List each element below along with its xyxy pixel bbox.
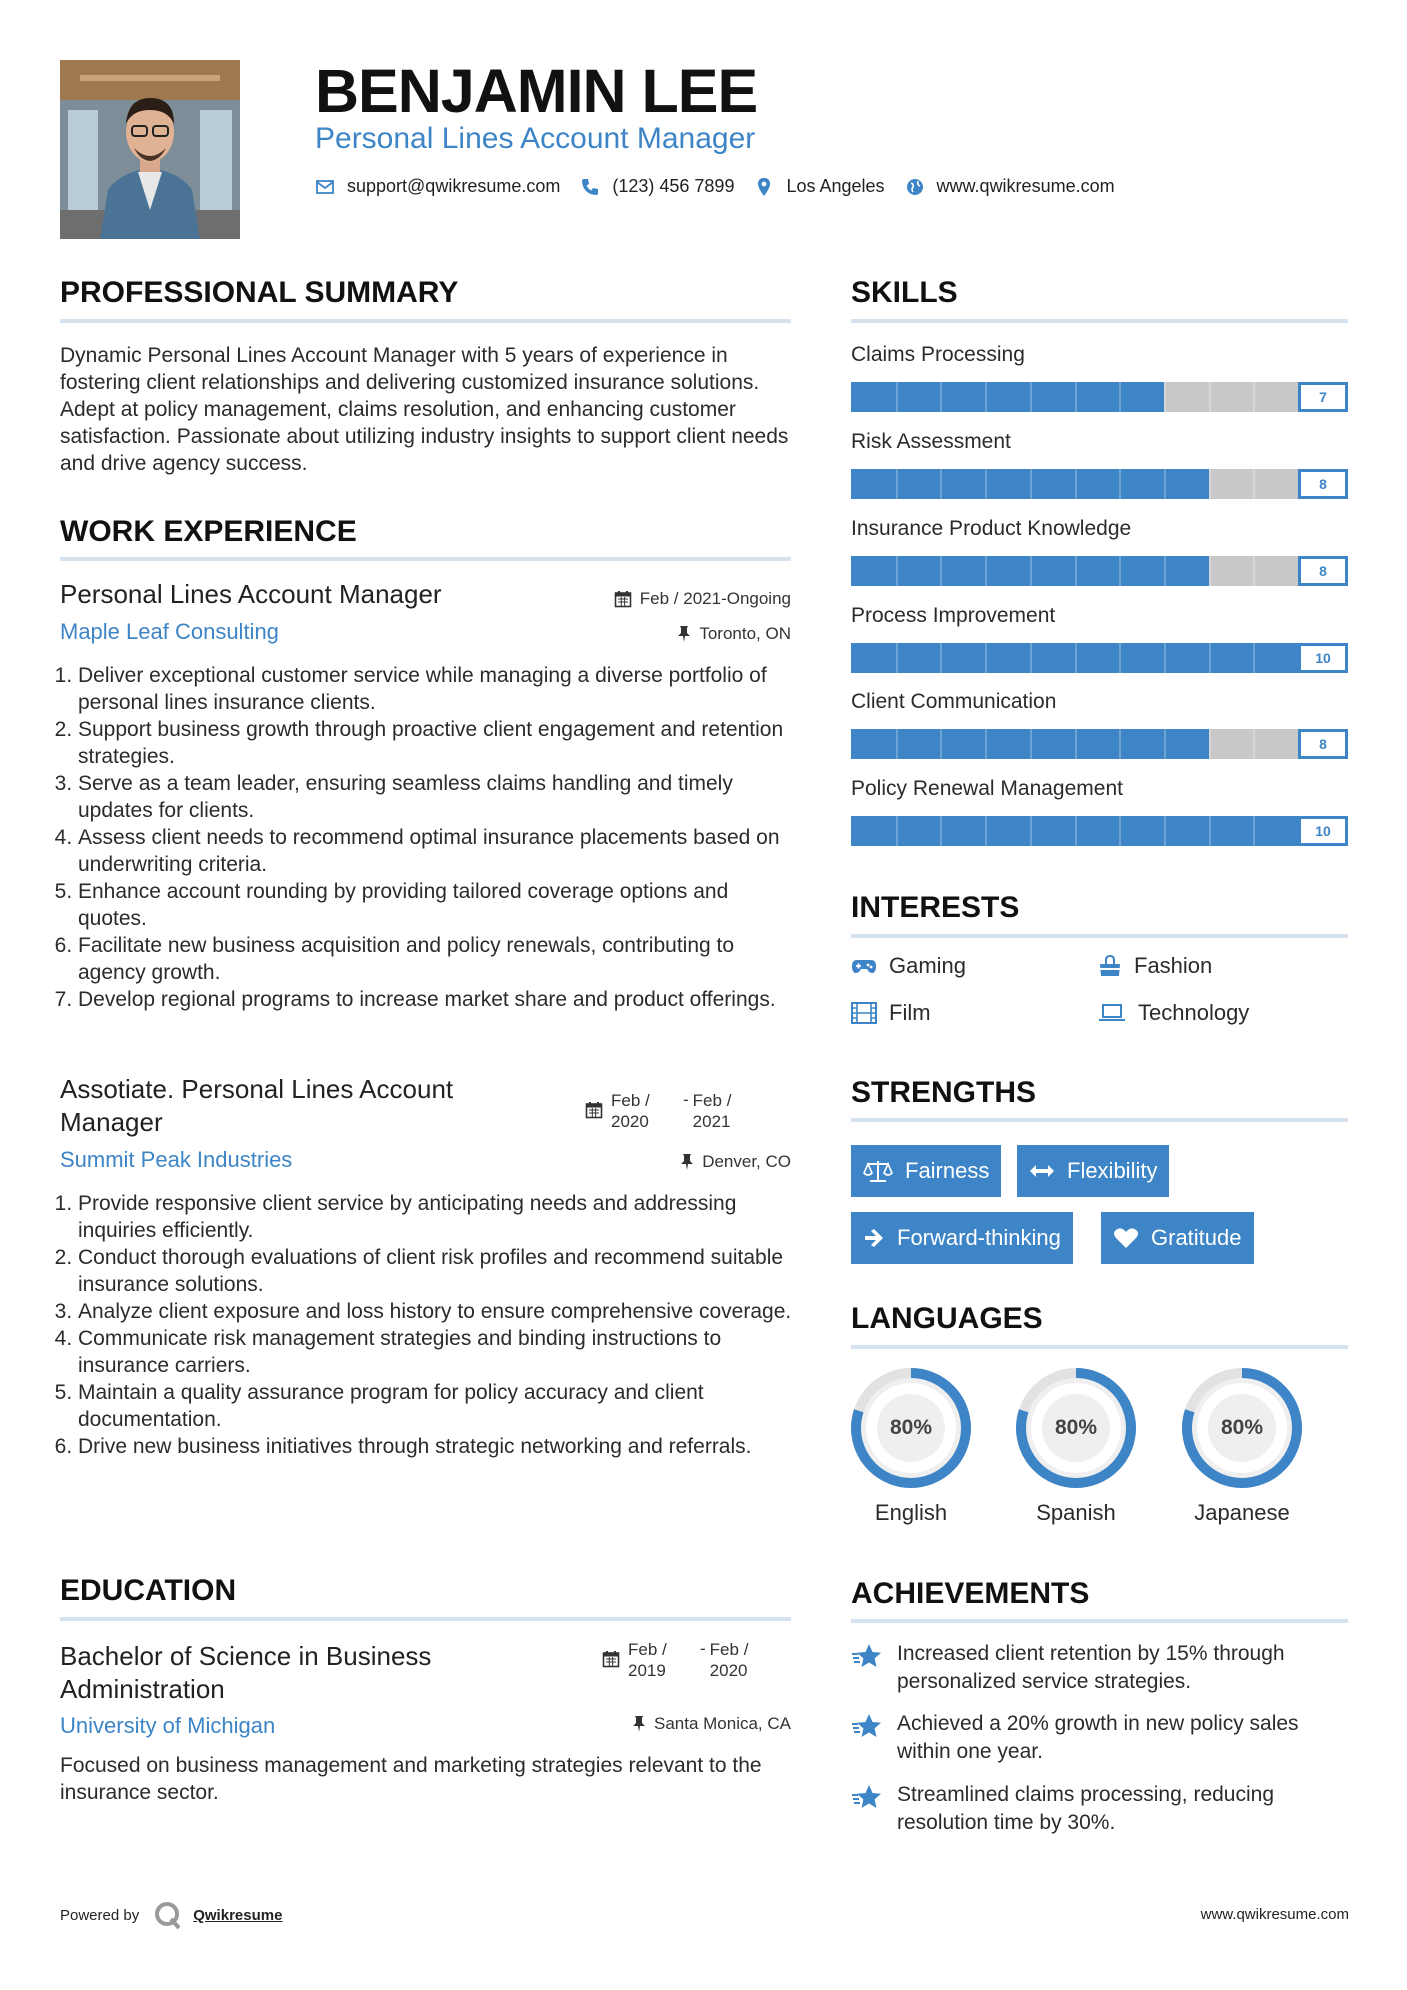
skill-bar-segment	[1075, 556, 1077, 586]
list-item: 2. Support business growth through proactive client engagement and retention strategies.	[78, 716, 800, 770]
language-japanese	[1180, 1366, 1304, 1526]
job-1-company: Maple Leaf Consulting	[60, 619, 279, 644]
language-name: English	[874, 1500, 948, 1525]
calendar-icon	[614, 590, 632, 608]
date-separator: -	[700, 1639, 706, 1658]
skill-bar-segment	[1164, 469, 1166, 499]
laptop-icon	[1098, 1003, 1126, 1023]
film-icon	[851, 1002, 877, 1024]
shopping-bag-icon	[1098, 954, 1122, 978]
skill-level: 7	[1298, 382, 1348, 412]
star-icon	[851, 1783, 883, 1811]
phone-icon	[580, 177, 600, 197]
list-item: 7. Develop regional programs to increase market share and product offerings.	[78, 986, 800, 1013]
skill-bar-segment	[1209, 382, 1211, 412]
skill-bar-segment	[896, 729, 898, 759]
skill-bar-segment	[1164, 643, 1166, 673]
skill-bar-segment	[940, 729, 942, 759]
calendar-icon	[585, 1101, 603, 1119]
languages-divider	[851, 1345, 1348, 1349]
skill-bar-segment	[985, 643, 987, 673]
skill-bar-segment	[1075, 729, 1077, 759]
job-1-date-text: Feb / 2021-Ongoing	[639, 589, 791, 608]
skill-bar-segment	[940, 469, 942, 499]
skill-bar-segment	[1253, 643, 1255, 673]
skill-bar-segment	[940, 556, 942, 586]
list-item: 4. Assess client needs to recommend optimal insurance placements based on underwriting criteria.	[78, 824, 800, 878]
job-2-role: Assotiate. Personal Lines Account Manager	[60, 1074, 454, 1137]
skill-bar-segment	[985, 469, 987, 499]
contact-website[interactable]: www.qwikresume.com	[936, 176, 1115, 196]
contact-phone[interactable]: (123) 456 7899	[612, 176, 735, 196]
job-1-responsibilities	[60, 662, 800, 1013]
skill-bar	[851, 469, 1348, 499]
pushpin-icon	[677, 625, 691, 643]
language-name: Spanish	[1036, 1500, 1116, 1525]
skill-bar	[851, 816, 1348, 846]
strength-flexibility	[1017, 1145, 1169, 1197]
achievement-text: Streamlined claims processing, reducing resolution time by 30%.	[897, 1783, 1275, 1834]
language-name: Japanese	[1194, 1500, 1290, 1525]
pushpin-icon	[680, 1153, 694, 1171]
job-1-date	[614, 589, 791, 609]
skill-level: 10	[1298, 643, 1348, 673]
skills-heading: SKILLS	[851, 276, 958, 309]
achievement-item	[851, 1640, 1351, 1696]
skill-name: Client Communication	[851, 690, 1057, 713]
skill-bar-segment	[1030, 643, 1032, 673]
education-description: Focused on business management and marketing strategies relevant to the insurance sector.	[60, 1754, 762, 1804]
interests-divider	[851, 934, 1348, 938]
education-date-end: Feb / 2020	[709, 1640, 749, 1680]
education-location	[632, 1714, 791, 1734]
skill-level: 8	[1298, 469, 1348, 499]
language-english	[849, 1366, 973, 1526]
education-location-text: Santa Monica, CA	[653, 1714, 791, 1733]
job-2-company: Summit Peak Industries	[60, 1147, 293, 1172]
strength-gratitude	[1101, 1212, 1254, 1264]
skill-level: 8	[1298, 556, 1348, 586]
skill-bar-segment	[1119, 556, 1121, 586]
skill-bar-segment	[1119, 382, 1121, 412]
skill-bar-segment	[1075, 382, 1077, 412]
skill-bar-segment	[1030, 729, 1032, 759]
skill-bar-segment	[985, 382, 987, 412]
job-2-date	[585, 1090, 753, 1132]
summary-heading: PROFESSIONAL SUMMARY	[60, 276, 459, 309]
skill-bar-segment	[940, 643, 942, 673]
achievements-divider	[851, 1619, 1348, 1623]
job-2-location-text: Denver, CO	[702, 1152, 791, 1171]
achievement-text: Achieved a 20% growth in new policy sales within one year.	[897, 1712, 1299, 1763]
interest-label: Fashion	[1134, 953, 1213, 978]
skill-bar-segment	[1075, 816, 1077, 846]
summary-divider	[60, 319, 791, 323]
language-percent: 80%	[1054, 1416, 1098, 1439]
job-2-location	[680, 1152, 791, 1172]
skill-bar-segment	[896, 382, 898, 412]
list-item: 5. Maintain a quality assurance program for policy accuracy and client documentation.	[78, 1379, 800, 1433]
skill-name: Process Improvement	[851, 604, 1056, 627]
skill-bar-segment	[1119, 729, 1121, 759]
balance-scale-icon	[863, 1159, 893, 1183]
interest-label: Film	[889, 1000, 931, 1025]
interest-label: Technology	[1138, 1000, 1250, 1025]
language-ring	[1014, 1366, 1138, 1490]
skill-bar-segment	[985, 729, 987, 759]
skill-bar-segment	[1030, 816, 1032, 846]
language-percent: 80%	[1220, 1416, 1264, 1439]
language-ring	[1180, 1366, 1304, 1490]
envelope-icon	[315, 177, 335, 197]
skill-bar-segment	[1119, 643, 1121, 673]
education-date	[602, 1639, 770, 1681]
star-icon	[851, 1712, 883, 1740]
skill-bar-segment	[1209, 816, 1211, 846]
summary-text: Dynamic Personal Lines Account Manager with 5 years of experience in fostering client relationships and delivering customized insurance solutions. Adept at policy management, claims resolution, and enhancing customer satisfaction. Passionate about utilizing industry insights to support client needs and drive agency success.	[60, 344, 789, 475]
list-item: 6. Drive new business initiatives through strategic networking and referrals.	[78, 1433, 800, 1460]
arrow-right-icon	[863, 1228, 885, 1248]
interest-fashion	[1098, 953, 1212, 979]
contact-row	[315, 176, 1135, 197]
skill-bar-segment	[940, 816, 942, 846]
skill-bar-fill	[851, 382, 1164, 412]
skill-level: 8	[1298, 729, 1348, 759]
skill-bar-segment	[1164, 556, 1166, 586]
candidate-title: Personal Lines Account Manager	[315, 122, 756, 155]
job-2-date-end: Feb / 2021	[692, 1091, 732, 1131]
skill-bar	[851, 729, 1348, 759]
education-heading: EDUCATION	[60, 1574, 237, 1607]
footer-url[interactable]: www.qwikresume.com	[1200, 1906, 1349, 1923]
achievement-text: Increased client retention by 15% through personalized service strategies.	[897, 1642, 1285, 1693]
strength-fairness	[851, 1145, 1001, 1197]
skill-bar-segment	[896, 643, 898, 673]
achievement-item	[851, 1781, 1351, 1837]
qwikresume-link[interactable]: Qwikresume	[193, 1906, 283, 1924]
skill-bar-segment	[1253, 382, 1255, 412]
strength-forward-thinking	[851, 1212, 1073, 1264]
contact-location: Los Angeles	[786, 176, 885, 196]
skill-bar-segment	[1030, 469, 1032, 499]
gamepad-icon	[851, 957, 877, 975]
skill-bar-segment	[1030, 556, 1032, 586]
strengths-heading: STRENGTHS	[851, 1076, 1037, 1109]
skill-bar-segment	[940, 382, 942, 412]
skill-bar-segment	[896, 816, 898, 846]
interest-gaming	[851, 953, 966, 979]
job-1-role: Personal Lines Account Manager	[60, 579, 442, 609]
skill-bar-segment	[896, 469, 898, 499]
location-pin-icon	[754, 177, 774, 197]
pushpin-icon	[632, 1715, 646, 1733]
list-item: 4. Communicate risk management strategies and binding instructions to insurance carriers.	[78, 1325, 800, 1379]
skill-level: 10	[1298, 816, 1348, 846]
skill-bar-segment	[1209, 729, 1211, 759]
contact-email[interactable]: support@qwikresume.com	[347, 176, 561, 196]
education-school: University of Michigan	[60, 1713, 276, 1738]
skill-bar	[851, 382, 1348, 412]
achievements-heading: ACHIEVEMENTS	[851, 1577, 1090, 1610]
skill-bar-segment	[1075, 469, 1077, 499]
strengths-divider	[851, 1118, 1348, 1122]
skills-divider	[851, 319, 1348, 323]
profile-photo	[60, 60, 240, 239]
strength-label: Gratitude	[1151, 1225, 1242, 1250]
skill-bar-segment	[1253, 729, 1255, 759]
language-percent: 80%	[889, 1416, 933, 1439]
skill-bar-segment	[1209, 643, 1211, 673]
skill-name: Insurance Product Knowledge	[851, 517, 1132, 540]
education-divider	[60, 1617, 791, 1621]
achievement-item	[851, 1710, 1351, 1766]
skill-name: Policy Renewal Management	[851, 777, 1123, 800]
globe-icon	[905, 177, 925, 197]
qwikresume-logo-icon	[153, 1900, 183, 1930]
list-item: 1. Deliver exceptional customer service while managing a diverse portfolio of personal lines insurance clients.	[78, 662, 800, 716]
strength-label: Fairness	[905, 1158, 990, 1183]
strength-label: Flexibility	[1067, 1158, 1158, 1183]
interest-technology	[1098, 1000, 1249, 1026]
skill-bar-segment	[1119, 816, 1121, 846]
heart-icon	[1113, 1227, 1139, 1249]
strength-label: Forward-thinking	[897, 1225, 1061, 1250]
list-item: 5. Enhance account rounding by providing tailored coverage options and quotes.	[78, 878, 800, 932]
date-separator: -	[683, 1090, 689, 1109]
job-1-location	[677, 624, 791, 644]
job-2-responsibilities	[60, 1190, 800, 1460]
list-item: 3. Serve as a team leader, ensuring seamless claims handling and timely updates for clients.	[78, 770, 800, 824]
skill-bar-segment	[1119, 469, 1121, 499]
job-1-location-text: Toronto, ON	[699, 624, 791, 643]
experience-divider	[60, 557, 791, 561]
job-2-date-start: Feb / 2020	[611, 1091, 650, 1131]
list-item: 6. Facilitate new business acquisition and policy renewals, contributing to agency growth.	[78, 932, 800, 986]
candidate-name: BENJAMIN LEE	[315, 57, 758, 125]
skill-bar-segment	[1209, 469, 1211, 499]
skill-name: Claims Processing	[851, 343, 1025, 366]
skill-bar	[851, 556, 1348, 586]
calendar-icon	[602, 1650, 620, 1668]
skill-bar-segment	[1164, 729, 1166, 759]
interests-heading: INTERESTS	[851, 891, 1020, 924]
languages-heading: LANGUAGES	[851, 1302, 1043, 1335]
education-date-start: Feb / 2019	[628, 1640, 667, 1680]
language-ring	[849, 1366, 973, 1490]
star-icon	[851, 1642, 883, 1670]
list-item: 3. Analyze client exposure and loss history to ensure comprehensive coverage.	[78, 1298, 800, 1325]
experience-heading: WORK EXPERIENCE	[60, 515, 357, 548]
powered-by-label: Powered by	[60, 1906, 140, 1924]
skill-bar-segment	[1030, 382, 1032, 412]
skill-bar-segment	[896, 556, 898, 586]
skill-bar-segment	[985, 816, 987, 846]
list-item: 1. Provide responsive client service by anticipating needs and addressing inquiries efficiently.	[78, 1190, 800, 1244]
skill-name: Risk Assessment	[851, 430, 1011, 453]
interest-film	[851, 1000, 931, 1026]
skill-bar-segment	[1253, 469, 1255, 499]
arrows-horizontal-icon	[1029, 1163, 1055, 1179]
footer-powered-by	[60, 1900, 282, 1930]
skill-bar-segment	[1075, 643, 1077, 673]
skill-bar-segment	[1253, 816, 1255, 846]
skill-bar-segment	[1209, 556, 1211, 586]
skill-bar-segment	[1253, 556, 1255, 586]
education-degree: Bachelor of Science in Business Administration	[60, 1641, 432, 1704]
skill-bar	[851, 643, 1348, 673]
interest-label: Gaming	[889, 953, 967, 978]
skill-bar-segment	[1164, 816, 1166, 846]
language-spanish	[1014, 1366, 1138, 1526]
list-item: 2. Conduct thorough evaluations of client risk profiles and recommend suitable insurance solutions.	[78, 1244, 800, 1298]
skill-bar-segment	[1164, 382, 1166, 412]
skill-bar-segment	[985, 556, 987, 586]
